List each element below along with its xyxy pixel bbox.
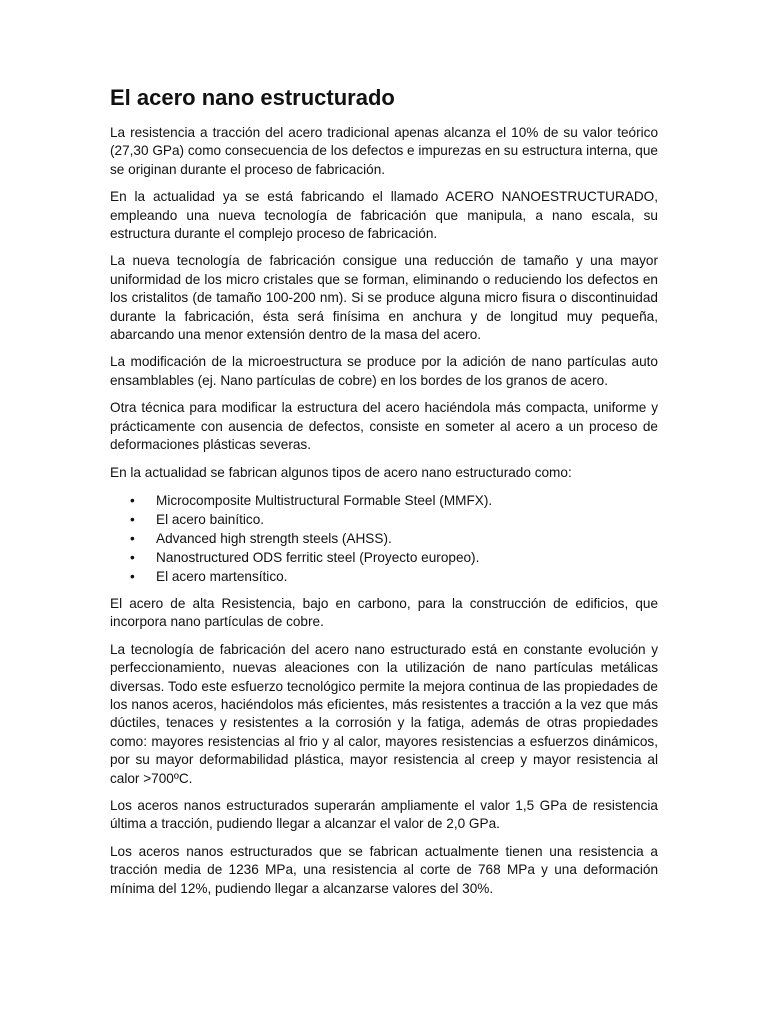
document-page	[110, 84, 658, 907]
list-item	[110, 529, 658, 548]
paragraph-alta-resistencia: El acero de alta Resistencia, bajo en carbono, para la construcción de edificios, que incorpora nano partículas de cobre.	[110, 595, 658, 630]
bullet-icon: •	[130, 568, 135, 584]
bullet-icon: •	[130, 492, 135, 508]
paragraph-otra-tecnica: Otra técnica para modificar la estructura del acero haciéndola más compacta, uniforme y prácticamente con ausencia de defectos, consiste en someter al acero a un proceso de deformaciones plásticas severas.	[110, 400, 658, 453]
list-item-text: Microcomposite Multistructural Formable Steel (MMFX).	[156, 492, 493, 508]
paragraph-microestructura: La modificación de la microestructura se produce por la adición de nano partículas auto ensamblables (ej. Nano partículas de cobre) en los bordes de los granos de acero.	[110, 354, 658, 388]
list-item	[110, 491, 658, 510]
list-item	[110, 548, 658, 567]
list-item	[110, 567, 658, 586]
paragraph-nueva-tecnologia: La nueva tecnología de fabricación consigue una reducción de tamaño y una mayor uniformidad de los micro cristales que se forman, eliminando o reduciendo los defectos en los cristalitos (de tamaño 100-200 nm). Si se produce alguna micro fisura o discontinuidad durante la fabricación, ésta será finísima en anchura y de longitud muy pequeña, abarcando una menor extensión dentro de la masa del acero.	[110, 253, 658, 343]
list-item-text: El acero bainítico.	[156, 511, 265, 527]
paragraph-traccion-teorica: La resistencia a tracción del acero tradicional apenas alcanza el 10% de su valor teórico (27,30 GPa) como consecuencia de los defectos e impurezas en su estructura interna, que se originan durante el proceso de fabricación.	[110, 125, 658, 177]
bullet-icon: •	[130, 511, 135, 527]
list-item-text: El acero martensítico.	[156, 568, 288, 584]
paragraph-list-intro: En la actualidad se fabrican algunos tipos de acero nano estructurado como:	[110, 464, 572, 480]
paragraph-evolucion: La tecnología de fabricación del acero nano estructurado está en constante evolución y perfeccionamiento, nuevas aleaciones con la utilización de nano partículas metálicas diversas. Todo este esfuerzo tecnológico permite la mejora continua de las propiedades de los nanos aceros, haciéndolos más eficientes, más resistentes a tracción a la vez que más dúctiles, tenaces y resistentes a la corrosión y la fatiga, además de otras propiedades como: mayores resistencias al frio y al calor, mayores resistencias a esfuerzos dinámicos, por su mayor deformabilidad plástica, mayor resistencia al creep y mayor resistencia al calor >700ºC.	[110, 641, 658, 786]
list-item	[110, 510, 658, 529]
page-title: El acero nano estructurado	[110, 85, 395, 110]
paragraph-acero-nanoestructurado: En la actualidad ya se está fabricando el llamado ACERO NANOESTRUCTURADO, empleando una nueva tecnología de fabricación que manipula, a nano escala, su estructura durante el complejo proceso de fabricación.	[110, 189, 658, 242]
paragraph-resistencia-ultima: Los aceros nanos estructurados superarán ampliamente el valor 1,5 GPa de resistencia última a tracción, pudiendo llegar a alcanzar el valor de 2,0 GPa.	[110, 797, 658, 832]
list-item-text: Nanostructured ODS ferritic steel (Proyecto europeo).	[156, 549, 480, 565]
paragraph-valores-actuales: Los aceros nanos estructurados que se fabrican actualmente tienen una resistencia a tracción media de 1236 MPa, una resistencia al corte de 768 MPa y una deformación mínima del 12%, pudiendo llegar a alcanzarse valores del 30%.	[110, 843, 658, 896]
steel-types-list	[110, 491, 658, 586]
bullet-icon: •	[130, 530, 135, 546]
list-item-text: Advanced high strength steels (AHSS).	[156, 530, 392, 546]
bullet-icon: •	[130, 549, 135, 565]
